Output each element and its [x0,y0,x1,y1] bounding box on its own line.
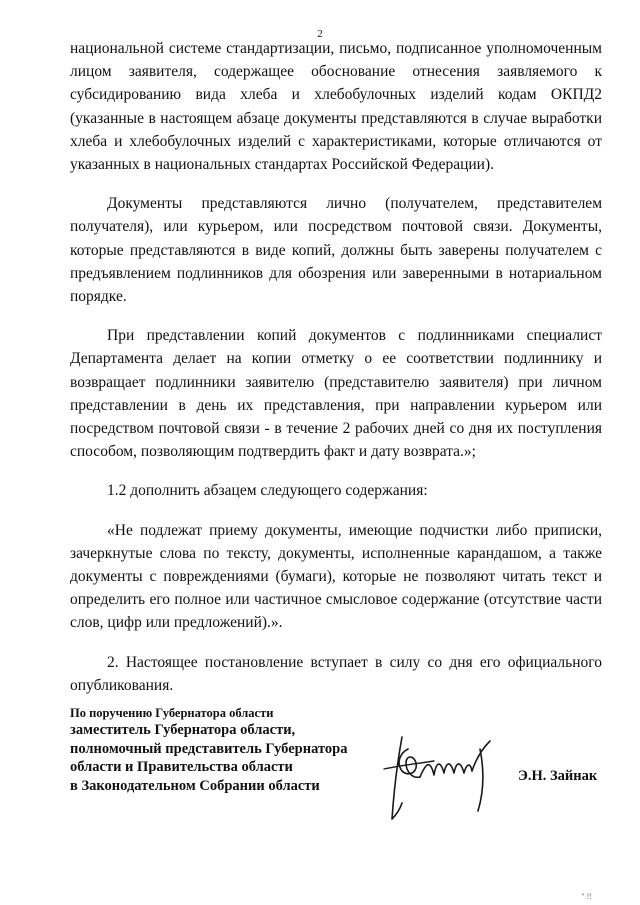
paragraph-copies-return: При представлении копий документов с подлинниками специалист Департамента делает на копии отметку о ее соответствии подлиннику и возвращает подлинники заявителю (представителю заявителя) при личном представлении в день их представления, при направлении курьером или посредством почтовой связи - в течение 2 рабочих дней со дня их поступления способом, позволяющим подтвердить факт и дату возврата.»; [70,327,602,461]
signer-name: Э.Н. Зайнак [518,768,598,784]
signer-title-line-1: заместитель Губернатора области, [70,722,296,738]
signer-title-line-4: в Законодательном Собрании области [70,777,320,794]
signature-block [70,705,602,835]
document-body [70,37,602,713]
paragraph-amendment-1-2: 1.2 дополнить абзацем следующего содержания: [107,482,428,500]
paragraph-continuation: национальной системе стандартизации, письмо, подписанное уполномоченным лицом заявителя, содержащее обоснование отнесения заявляемого к субсидированию вида хлеба и хлебобулочных изделий кодам ОКПД2 (указанные в настоящем абзаце документы представляются в случае выработки хлеба и хлебобулочных изделий с характеристиками, которые отличаются от указанных в национальных стандартах Российской Федерации). [70,40,602,174]
signer-title-line-2: полномочный представитель Губернатора [70,740,348,757]
page-number: 2 [317,28,323,40]
signer-caption: По поручению Губернатора области [70,706,274,720]
corner-mark: " !! [581,892,592,901]
paragraph-documents-submission: Документы представляются лично (получателем, представителем получателя), или курьером, или посредством почтовой связи. Документы, которые представляются в виде копий, должны быть заверены получателем с предъявлением подлинников для обозрения или заверенными в нотариальном порядке. [70,195,602,306]
paragraph-entry-into-force: 2. Настоящее постановление вступает в силу со дня его официального опубликования. [70,653,602,694]
handwritten-signature [372,719,502,829]
paragraph-rejection-rules: «Не подлежат приему документы, имеющие подчистки либо приписки, зачеркнутые слова по тексту, документы, исполненные карандашом, а также документы с повреждениями (бумаги), которые не позволяют читать текст и определить его полное или частичное смысловое содержание (отсутствие части слов, цифр или предложений).». [70,521,602,632]
signer-title-line-3: области и Правительства области [70,759,293,775]
